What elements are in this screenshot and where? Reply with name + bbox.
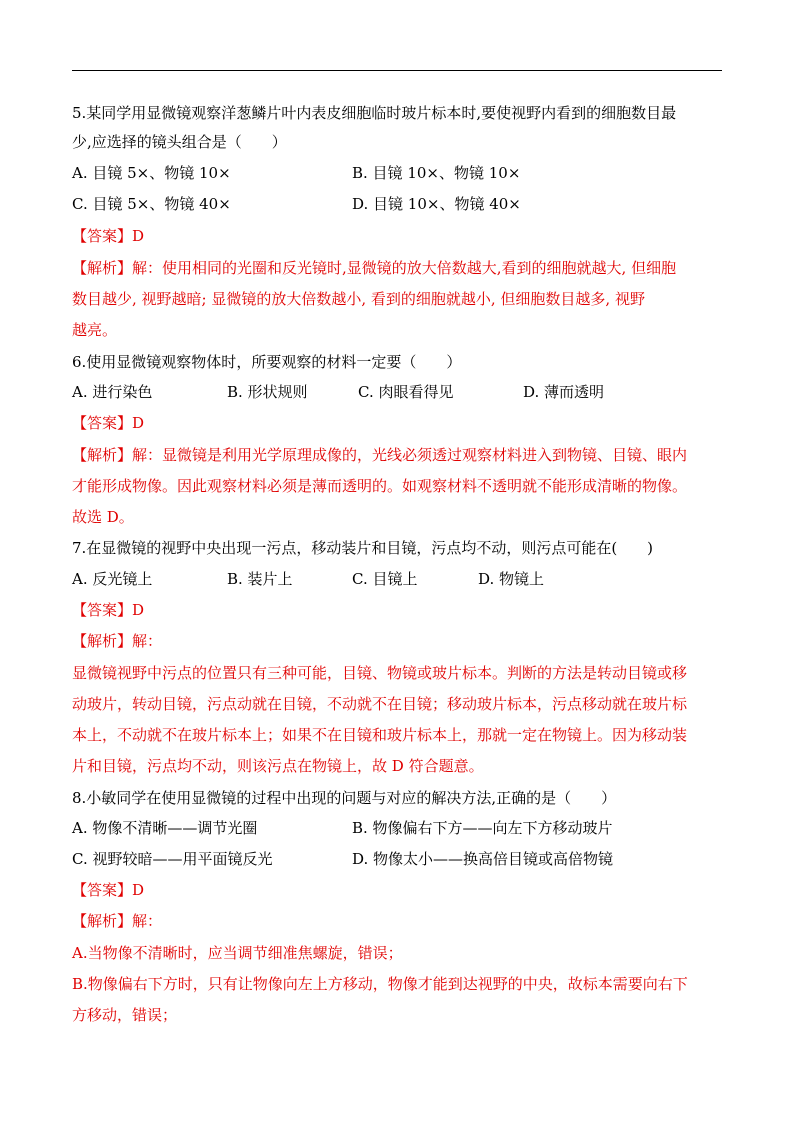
answer-tag: 【答案】 <box>72 227 133 245</box>
q8-option-d: D. 物像太小——换高倍目镜或高倍物镜 <box>352 850 614 868</box>
analysis-tag: 【解析】 <box>72 912 133 930</box>
q6-analysis-line3: 故选 D。 <box>72 508 134 526</box>
analysis-text: 解：显微镜是利用光学原理成像的，光线必须透过观察材料进入到物镜、目镜、眼内 <box>132 446 688 464</box>
q6-analysis-line1 <box>72 445 687 465</box>
q8-analysis-head <box>72 911 162 931</box>
answer-tag: 【答案】 <box>72 601 133 619</box>
analysis-text: 解： <box>132 912 163 930</box>
q5-option-c: C. 目镜 5×、物镜 40× <box>72 195 231 213</box>
q6-analysis-line2: 才能形成物像。因此观察材料必须是薄而透明的。如观察材料不透明就不能形成清晰的物像。 <box>72 477 688 495</box>
q5-option-a: A. 目镜 5×、物镜 10× <box>72 164 231 182</box>
q7-analysis-line2: 动玻片，转动目镜，污点动就在目镜，不动就不在目镜；移动玻片标本，污点移动就在玻片标 <box>72 695 688 713</box>
q6-option-b: B. 形状规则 <box>227 383 308 401</box>
q8-stem: 8.小敏同学在使用显微镜的过程中出现的问题与对应的解决方法,正确的是（ ） <box>72 789 617 807</box>
q8-option-c: C. 视野较暗——用平面镜反光 <box>72 850 273 868</box>
answer-value: D <box>132 601 145 619</box>
q8-analysis-line1: A.当物像不清晰时，应当调节细准焦螺旋，错误； <box>72 944 403 962</box>
q7-answer <box>72 600 144 620</box>
q7-stem: 7.在显微镜的视野中央出现一污点，移动装片和目镜，污点均不动，则污点可能在( ) <box>72 539 654 557</box>
q5-option-b: B. 目镜 10×、物镜 10× <box>352 164 521 182</box>
answer-value: D <box>132 227 145 245</box>
q7-option-a: A. 反光镜上 <box>72 570 153 588</box>
answer-tag: 【答案】 <box>72 414 133 432</box>
q7-option-b: B. 装片上 <box>227 570 293 588</box>
analysis-text: 解：使用相同的光圈和反光镜时,显微镜的放大倍数越大,看到的细胞就越大, 但细胞 <box>132 259 677 277</box>
q6-answer <box>72 413 144 433</box>
q8-analysis-line2: B.物像偏右下方时，只有让物像向左上方移动，物像才能到达视野的中央，故标本需要向右下 <box>72 975 688 993</box>
q8-option-a: A. 物像不清晰——调节光圈 <box>72 819 258 837</box>
q6-option-a: A. 进行染色 <box>72 383 153 401</box>
q6-option-d: D. 薄而透明 <box>523 383 605 401</box>
q8-analysis-line3: 方移动，错误； <box>72 1006 178 1024</box>
q5-stem-line2: 少,应选择的镜头组合是（ ） <box>72 133 287 151</box>
q5-answer <box>72 226 144 246</box>
q5-stem-line1: 5.某同学用显微镜观察洋葱鳞片叶内表皮细胞临时玻片标本时,要使视野内看到的细胞数目最 <box>72 104 677 122</box>
q7-analysis-line4: 片和目镜，污点均不动，则该污点在物镜上，故 D 符合题意。 <box>72 757 484 775</box>
answer-value: D <box>132 881 145 899</box>
analysis-text: 解： <box>132 632 163 650</box>
header-rule <box>72 70 722 71</box>
q5-option-d: D. 目镜 10×、物镜 40× <box>352 195 521 213</box>
q5-analysis-line3: 越亮。 <box>72 321 118 339</box>
analysis-tag: 【解析】 <box>72 259 133 277</box>
q8-answer <box>72 880 144 900</box>
q7-option-c: C. 目镜上 <box>352 570 418 588</box>
q6-option-c: C. 肉眼看得见 <box>358 383 454 401</box>
q7-analysis-head <box>72 631 162 651</box>
analysis-tag: 【解析】 <box>72 446 133 464</box>
analysis-tag: 【解析】 <box>72 632 133 650</box>
q7-option-d: D. 物镜上 <box>478 570 545 588</box>
answer-tag: 【答案】 <box>72 881 133 899</box>
q5-analysis-line2: 数目越少, 视野越暗; 显微镜的放大倍数越小, 看到的细胞就越小, 但细胞数目越多, 视野 <box>72 290 645 308</box>
q7-analysis-line1: 显微镜视野中污点的位置只有三种可能，目镜、物镜或玻片标本。判断的方法是转动目镜或移 <box>72 664 688 682</box>
q6-stem: 6.使用显微镜观察物体时，所要观察的材料一定要（ ） <box>72 353 462 371</box>
answer-value: D <box>132 414 145 432</box>
q5-analysis-line1 <box>72 258 676 278</box>
q8-option-b: B. 物像偏右下方——向左下方移动玻片 <box>352 819 613 837</box>
q7-analysis-line3: 本上，不动就不在玻片标本上；如果不在目镜和玻片标本上，那就一定在物镜上。因为移动装 <box>72 726 688 744</box>
